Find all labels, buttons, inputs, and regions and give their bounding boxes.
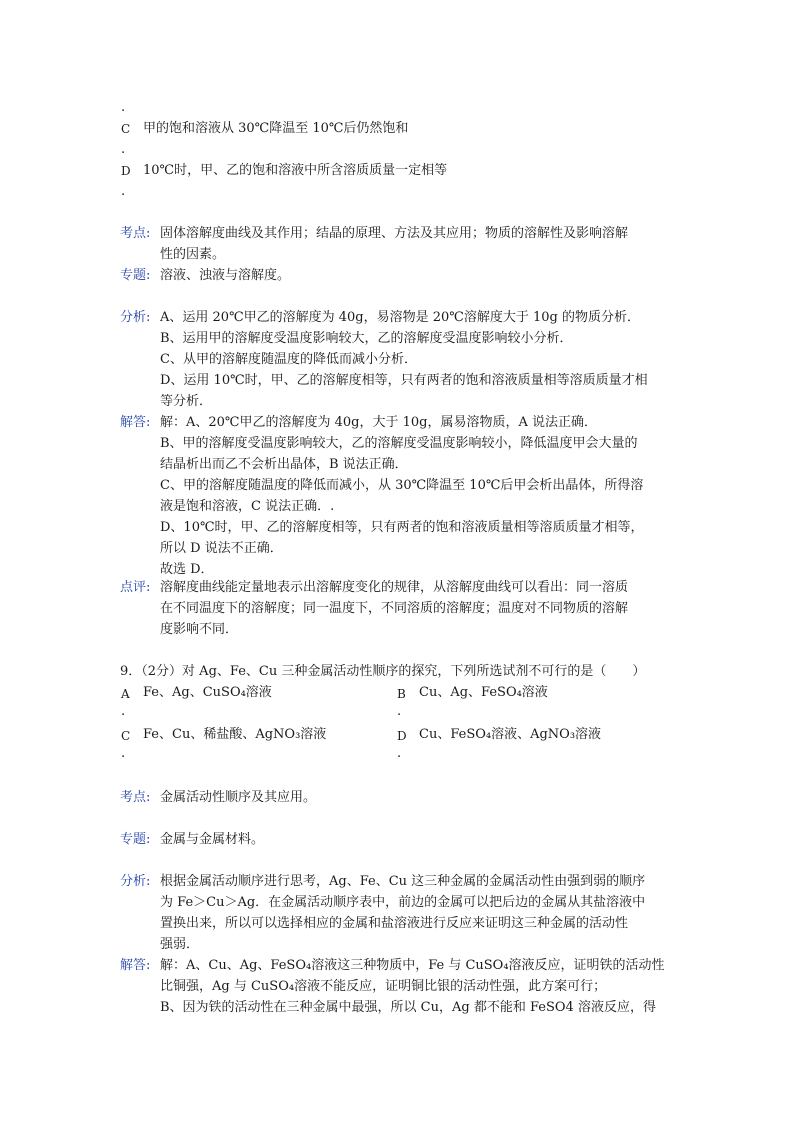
option-d-label: D [121,164,131,178]
option-dot: . [397,746,402,761]
text-line: 置换出来，所以可以选择相应的金属和盐溶液进行反应来证明这三种金属的活动性 [160,916,629,931]
kaodian-label: 考点: [120,226,151,241]
text-line: 固体溶解度曲线及其作用；结晶的原理、方法及其应用；物质的溶解性及影响溶解 [160,226,629,241]
option-d-text: Cu、FeSO₄溶液、AgNO₃溶液 [419,727,602,742]
text-line: 为 Fe＞Cu＞Ag．在金属活动顺序表中，前边的金属可以把后边的金属从其盐溶液中 [160,895,646,910]
text-line: B、运用甲的溶解度受温度影响较大，乙的溶解度受温度影响较小分析． [160,331,573,346]
option-dot: . [121,704,126,719]
text-line: 金属活动性顺序及其应用。 [160,790,317,805]
kaodian-label: 考点: [120,790,151,805]
question-9-stem: 9．（2分）对 Ag、Fe、Cu 三种金属活动性顺序的探究，下列所选试剂不可行的是（ ） [120,664,646,679]
jieda-label: 解答: [120,415,151,430]
jieda-text [160,412,675,580]
text-line: 结晶析出而乙不会析出晶体，B 说法正确． [160,457,408,472]
fenxi-label: 分析: [120,874,151,889]
option-dot: . [121,142,126,157]
fenxi-text [160,871,675,955]
option-dot: . [397,704,402,719]
text-line: 比铜强，Ag 与 CuSO₄溶液不能反应，证明铜比银的活动性强，此方案可行； [160,979,607,994]
jieda-text [160,955,675,1018]
text-line: 在不同温度下的溶解度；同一温度下，不同溶质的溶解度；温度对不同物质的溶解 [160,601,629,616]
jieda-label: 解答: [120,958,151,973]
text-line: B、甲的溶解度受温度影响较大，乙的溶解度受温度影响较小，降低温度甲会大量的 [160,436,638,451]
text-line: A、运用 20℃甲乙的溶解度为 40g，易溶物是 20℃溶解度大于 10g 的物质分析． [160,310,640,325]
option-a-label: A [121,687,130,701]
text-line: B、因为铁的活动性在三种金属中最强，所以 Cu，Ag 都不能和 FeSO4 溶液反应，得 [160,1000,656,1015]
text-line: 故选 D． [160,562,214,577]
option-d-text: 10℃时，甲、乙的饱和溶液中所含溶质质量一定相等 [143,163,448,178]
text-line: 解：A、Cu、Ag、FeSO₄溶液这三种物质中，Fe 与 CuSO₄溶液反应，证明铁的活动性 [160,958,665,973]
text-line: 度影响不同． [160,622,239,637]
kaodian-text [160,787,675,808]
text-line: 金属与金属材料。 [160,832,265,847]
option-b-text: Cu、Ag、FeSO₄溶液 [419,685,548,700]
dianping-label: 点评: [120,580,151,595]
text-line: 性的因素。 [160,247,226,262]
text-line: 解：A、20℃甲乙的溶解度为 40g，大于 10g，属易溶物质，A 说法正确． [160,415,597,430]
text-line: 所以 D 说法不正确． [160,541,283,556]
text-line: 等分析． [160,394,213,409]
text-line: D、运用 10℃时，甲、乙的溶解度相等，只有两者的饱和溶液质量相等溶质质量才相 [160,373,648,388]
text-line: D、10℃时，甲、乙的溶解度相等，只有两者的饱和溶液质量相等溶质质量才相等， [160,520,644,535]
option-c-text: 甲的饱和溶液从 30℃降温至 10℃后仍然饱和 [143,121,409,136]
zhuanti-label: 专题: [120,268,151,283]
option-dot: . [121,184,126,199]
text-line: 溶液、浊液与溶解度。 [160,268,291,283]
zhuanti-label: 专题: [120,832,151,847]
kaodian-text [160,223,675,265]
option-dot: . [121,100,126,115]
fenxi-text [160,307,675,412]
text-line: 溶解度曲线能定量地表示出溶解度变化的规律，从溶解度曲线可以看出：同一溶质 [160,580,629,595]
option-c-text: Fe、Cu、稀盐酸、AgNO₃溶液 [143,727,327,742]
text-line: 强弱． [160,937,200,952]
fenxi-label: 分析: [120,310,151,325]
option-dot: . [121,746,126,761]
text-line: C、从甲的溶解度随温度的降低而减小分析． [160,352,417,367]
dianping-text [160,577,675,640]
text-line: 液是饱和溶液，C 说法正确．. [160,499,335,514]
option-c-label: C [121,122,131,136]
zhuanti-text [160,265,675,286]
text-line: C、甲的溶解度随温度的降低而减小，从 30℃降温至 10℃后甲会析出晶体，所得溶 [160,478,644,493]
option-c-label: C [121,729,131,743]
zhuanti-text [160,829,675,850]
option-a-text: Fe、Ag、CuSO₄溶液 [143,685,272,700]
option-d-label: D [397,729,407,743]
text-line: 根据金属活动顺序进行思考，Ag、Fe、Cu 这三种金属的金属活动性由强到弱的顺序 [160,874,646,889]
option-b-label: B [397,687,406,701]
